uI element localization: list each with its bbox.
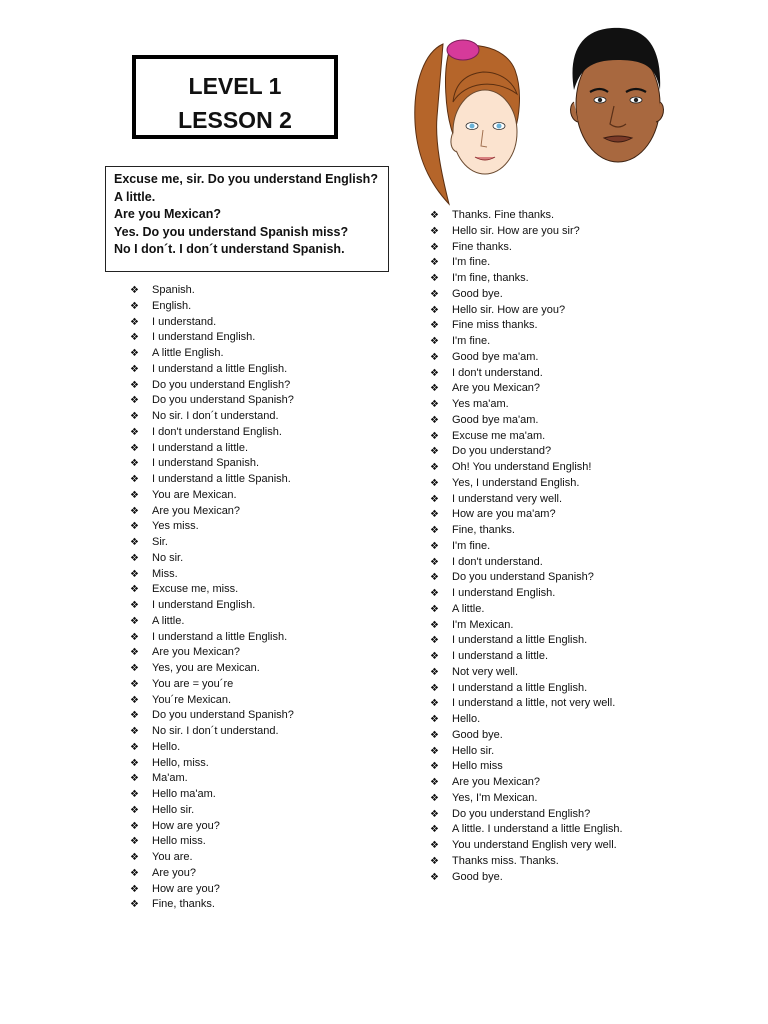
- diamond-bullet-icon: ❖: [130, 537, 139, 548]
- list-item: [130, 315, 294, 331]
- list-item: [130, 661, 294, 677]
- diamond-bullet-icon: ❖: [130, 332, 139, 344]
- diamond-bullet-icon: ❖: [430, 840, 439, 851]
- list-item-text: Good bye ma'am.: [452, 350, 539, 363]
- list-item: [130, 362, 294, 378]
- diamond-bullet-icon: ❖: [130, 411, 139, 422]
- list-item: [430, 681, 623, 697]
- list-item: [130, 441, 294, 457]
- list-item-text: Miss.: [152, 567, 178, 580]
- diamond-bullet-icon: ❖: [430, 682, 439, 694]
- list-item: [130, 330, 294, 346]
- diamond-bullet-icon: ❖: [130, 584, 139, 596]
- diamond-bullet-icon: ❖: [430, 351, 439, 363]
- list-item-text: Excuse me, miss.: [152, 583, 239, 596]
- list-item-text: Do you understand Spanish?: [152, 394, 294, 407]
- list-item-text: No sir. I don´t understand.: [152, 410, 279, 422]
- list-item-text: How are you?: [152, 882, 220, 895]
- list-item: [130, 834, 294, 850]
- list-item-text: I understand a little English.: [152, 630, 288, 643]
- list-item-text: Yes ma'am.: [452, 398, 509, 410]
- diamond-bullet-icon: ❖: [130, 789, 139, 800]
- diamond-bullet-icon: ❖: [430, 225, 439, 237]
- list-item-text: Oh! You understand English!: [452, 461, 592, 473]
- list-item-text: Are you?: [152, 866, 197, 879]
- diamond-bullet-icon: ❖: [430, 635, 439, 647]
- list-item-text: I understand.: [152, 315, 217, 328]
- list-item-text: A little.: [452, 602, 485, 615]
- list-item-text: Hello.: [152, 740, 181, 753]
- dialog-line: Yes. Do you understand Spanish miss?: [114, 224, 349, 239]
- list-item-text: Thanks. Fine thanks.: [452, 209, 555, 221]
- list-item-text: A little English.: [152, 347, 224, 359]
- dialog-line: Are you Mexican?: [114, 207, 221, 221]
- diamond-bullet-icon: ❖: [130, 615, 139, 627]
- list-item-text: Are you Mexican?: [152, 504, 241, 517]
- diamond-bullet-icon: ❖: [430, 871, 439, 883]
- list-item: [130, 456, 294, 472]
- list-item-text: I understand a little, not very well.: [452, 697, 616, 710]
- list-item: [130, 472, 294, 488]
- left-phrase-list: [130, 283, 294, 913]
- diamond-bullet-icon: ❖: [130, 694, 139, 706]
- list-item-text: Good bye.: [452, 287, 503, 300]
- list-item-text: I understand a little English.: [452, 634, 588, 647]
- list-item: [130, 866, 294, 882]
- list-item-text: I don't understand English.: [152, 425, 282, 438]
- diamond-bullet-icon: ❖: [130, 663, 139, 674]
- list-item-text: Fine miss thanks.: [452, 319, 538, 332]
- list-item: [130, 299, 294, 315]
- diamond-bullet-icon: ❖: [430, 761, 439, 773]
- list-item-text: Hello, miss.: [152, 756, 209, 769]
- diamond-bullet-icon: ❖: [430, 745, 439, 757]
- list-item-text: No sir.: [152, 551, 184, 564]
- list-item: [430, 429, 623, 445]
- list-item-text: Good bye.: [452, 870, 503, 883]
- diamond-bullet-icon: ❖: [430, 399, 439, 410]
- list-item: [430, 791, 623, 807]
- list-item: [430, 224, 623, 240]
- list-item-text: I understand Spanish.: [152, 457, 260, 470]
- list-item-text: You are Mexican.: [152, 488, 237, 501]
- diamond-bullet-icon: ❖: [430, 304, 439, 316]
- list-item-text: I understand a little English.: [452, 681, 588, 694]
- list-item-text: Yes, you are Mexican.: [152, 662, 260, 674]
- diamond-bullet-icon: ❖: [430, 792, 439, 804]
- list-item-text: I don't understand.: [452, 555, 543, 568]
- list-item-text: Fine, thanks.: [452, 524, 515, 536]
- list-item: [130, 708, 294, 724]
- list-item: [130, 567, 294, 583]
- diamond-bullet-icon: ❖: [430, 383, 439, 395]
- list-item-text: Fine thanks.: [452, 240, 512, 253]
- diamond-bullet-icon: ❖: [430, 336, 439, 347]
- list-item-text: I understand a little.: [452, 650, 549, 662]
- list-item: [430, 507, 623, 523]
- list-item-text: Spanish.: [152, 284, 195, 296]
- diamond-bullet-icon: ❖: [130, 521, 139, 533]
- diamond-bullet-icon: ❖: [430, 777, 439, 788]
- list-item-text: You´re Mexican.: [152, 693, 232, 706]
- list-item-text: Not very well.: [452, 665, 519, 678]
- list-item-text: A little.: [152, 614, 185, 627]
- list-item: [430, 255, 623, 271]
- list-item-text: How are you ma'am?: [452, 508, 556, 521]
- list-item: [430, 366, 623, 382]
- diamond-bullet-icon: ❖: [430, 540, 439, 552]
- diamond-bullet-icon: ❖: [130, 899, 139, 911]
- diamond-bullet-icon: ❖: [430, 367, 439, 379]
- list-item: [130, 819, 294, 835]
- diamond-bullet-icon: ❖: [430, 525, 439, 536]
- list-item-text: Yes, I understand English.: [452, 476, 580, 489]
- diamond-bullet-icon: ❖: [130, 600, 139, 611]
- list-item-text: I understand very well.: [452, 492, 563, 505]
- diamond-bullet-icon: ❖: [430, 288, 439, 300]
- list-item: [430, 586, 623, 602]
- diamond-bullet-icon: ❖: [430, 808, 439, 820]
- list-item: [130, 645, 294, 661]
- list-item: [430, 208, 623, 224]
- woman-portrait: [405, 22, 530, 207]
- list-item-text: I'm fine.: [452, 335, 491, 347]
- list-item-text: Yes, I'm Mexican.: [452, 791, 538, 804]
- diamond-bullet-icon: ❖: [430, 666, 439, 678]
- diamond-bullet-icon: ❖: [130, 300, 139, 312]
- list-item-text: Do you understand Spanish?: [452, 571, 594, 584]
- list-item-text: Are you Mexican?: [152, 646, 241, 659]
- list-item-text: Hello sir.: [152, 803, 195, 816]
- list-item: [430, 870, 623, 886]
- list-item: [430, 759, 623, 775]
- diamond-bullet-icon: ❖: [430, 320, 439, 332]
- list-item-text: Hello ma'am.: [152, 788, 216, 800]
- list-item: [430, 807, 623, 823]
- list-item-text: Do you understand English?: [152, 378, 291, 391]
- list-item-text: I understand a little.: [152, 441, 249, 454]
- list-item: [430, 775, 623, 791]
- list-item: [130, 740, 294, 756]
- list-item: [430, 728, 623, 744]
- diamond-bullet-icon: ❖: [430, 651, 439, 662]
- diamond-bullet-icon: ❖: [130, 710, 139, 722]
- dialog-line: Excuse me, sir. Do you understand English?: [114, 172, 378, 186]
- list-item-text: I'm Mexican.: [452, 618, 514, 631]
- list-item-text: Are you Mexican?: [452, 776, 541, 788]
- list-item: [130, 346, 294, 362]
- diamond-bullet-icon: ❖: [430, 414, 439, 426]
- list-item: [430, 822, 623, 838]
- list-item: [130, 504, 294, 520]
- list-item: [130, 850, 294, 866]
- list-item: [430, 287, 623, 303]
- diamond-bullet-icon: ❖: [430, 241, 439, 253]
- list-item: [430, 602, 623, 618]
- diamond-bullet-icon: ❖: [430, 210, 439, 221]
- diamond-bullet-icon: ❖: [130, 442, 139, 454]
- diamond-bullet-icon: ❖: [430, 430, 439, 442]
- lesson-title: LESSON 2: [178, 107, 292, 133]
- diamond-bullet-icon: ❖: [130, 867, 139, 879]
- list-item-text: Hello miss.: [152, 835, 206, 848]
- diamond-bullet-icon: ❖: [430, 509, 439, 521]
- list-item-text: Good bye ma'am.: [452, 413, 539, 426]
- list-item: [130, 409, 294, 425]
- list-item: [130, 677, 294, 693]
- list-item-text: You are = you´re: [152, 677, 234, 690]
- list-item-text: Hello sir.: [452, 744, 495, 757]
- list-item: [430, 696, 623, 712]
- diamond-bullet-icon: ❖: [130, 426, 139, 438]
- list-item: [430, 397, 623, 413]
- list-item: [430, 476, 623, 492]
- list-item: [430, 303, 623, 319]
- right-phrase-list: [430, 208, 623, 885]
- diamond-bullet-icon: ❖: [130, 773, 139, 785]
- list-item: [430, 854, 623, 870]
- list-item: [130, 488, 294, 504]
- list-item: [130, 787, 294, 803]
- dialog-line: A little.: [114, 189, 156, 204]
- diamond-bullet-icon: ❖: [130, 836, 139, 848]
- list-item-text: You are.: [152, 851, 193, 863]
- diamond-bullet-icon: ❖: [130, 395, 139, 407]
- list-item: [430, 633, 623, 649]
- diamond-bullet-icon: ❖: [130, 741, 139, 753]
- man-portrait: [560, 24, 670, 169]
- list-item-text: You understand English very well.: [452, 839, 617, 851]
- list-item: [130, 535, 294, 551]
- list-item: [130, 425, 294, 441]
- list-item-text: Do you understand Spanish?: [152, 709, 294, 722]
- list-item: [430, 413, 623, 429]
- diamond-bullet-icon: ❖: [430, 572, 439, 584]
- list-item: [430, 618, 623, 634]
- diamond-bullet-icon: ❖: [130, 820, 139, 832]
- list-item: [130, 897, 294, 913]
- diamond-bullet-icon: ❖: [430, 619, 439, 631]
- list-item-text: I don't understand.: [452, 366, 543, 379]
- list-item: [130, 630, 294, 646]
- diamond-bullet-icon: ❖: [430, 477, 439, 489]
- list-item: [430, 649, 623, 665]
- list-item: [430, 492, 623, 508]
- list-item-text: English.: [152, 299, 192, 312]
- diamond-bullet-icon: ❖: [130, 348, 139, 359]
- list-item: [130, 551, 294, 567]
- list-item: [430, 523, 623, 539]
- diamond-bullet-icon: ❖: [130, 647, 139, 659]
- list-item: [430, 444, 623, 460]
- list-item: [430, 744, 623, 760]
- diamond-bullet-icon: ❖: [130, 316, 139, 328]
- diamond-bullet-icon: ❖: [430, 493, 439, 505]
- diamond-bullet-icon: ❖: [130, 379, 139, 391]
- list-item-text: I understand a little Spanish.: [152, 473, 291, 485]
- diamond-bullet-icon: ❖: [430, 603, 439, 615]
- diamond-bullet-icon: ❖: [130, 678, 139, 690]
- list-item: [130, 582, 294, 598]
- diamond-bullet-icon: ❖: [430, 257, 439, 269]
- diamond-bullet-icon: ❖: [430, 273, 439, 284]
- list-item-text: Sir.: [152, 536, 168, 548]
- list-item: [130, 771, 294, 787]
- list-item-text: I'm fine.: [452, 256, 491, 269]
- list-item: [430, 271, 623, 287]
- list-item: [430, 350, 623, 366]
- list-item-text: Hello sir. How are you?: [452, 303, 566, 316]
- lesson-title-box: [132, 55, 338, 139]
- list-item: [130, 882, 294, 898]
- list-item: [430, 381, 623, 397]
- list-item: [130, 724, 294, 740]
- list-item-text: Thanks miss. Thanks.: [452, 854, 559, 867]
- list-item: [430, 838, 623, 854]
- diamond-bullet-icon: ❖: [430, 446, 439, 458]
- list-item-text: Good bye.: [452, 728, 503, 741]
- list-item-text: A little. I understand a little English.: [452, 823, 623, 836]
- list-item: [430, 555, 623, 571]
- diamond-bullet-icon: ❖: [430, 698, 439, 710]
- list-item-text: I'm fine, thanks.: [452, 272, 529, 284]
- list-item-text: How are you?: [152, 819, 220, 832]
- list-item: [430, 712, 623, 728]
- list-item-text: I understand a little English.: [152, 362, 288, 375]
- list-item-text: Yes miss.: [152, 520, 199, 533]
- diamond-bullet-icon: ❖: [430, 824, 439, 836]
- list-item-text: I understand English.: [452, 587, 556, 599]
- diamond-bullet-icon: ❖: [130, 852, 139, 863]
- list-item-text: Ma'am.: [152, 772, 188, 785]
- diamond-bullet-icon: ❖: [430, 714, 439, 725]
- list-item: [130, 756, 294, 772]
- list-item-text: Hello miss: [452, 760, 503, 773]
- list-item: [130, 614, 294, 630]
- list-item: [430, 539, 623, 555]
- list-item-text: I'm fine.: [452, 539, 491, 552]
- dialog-line: No I don´t. I don´t understand Spanish.: [114, 242, 345, 256]
- diamond-bullet-icon: ❖: [130, 883, 139, 895]
- list-item: [430, 460, 623, 476]
- list-item: [130, 598, 294, 614]
- diamond-bullet-icon: ❖: [130, 631, 139, 643]
- dialog-box: [105, 166, 389, 272]
- diamond-bullet-icon: ❖: [430, 729, 439, 741]
- list-item-text: Hello sir. How are you sir?: [452, 224, 580, 237]
- list-item: [130, 378, 294, 394]
- list-item: [130, 803, 294, 819]
- diamond-bullet-icon: ❖: [130, 285, 139, 296]
- diamond-bullet-icon: ❖: [130, 552, 139, 564]
- list-item-text: Do you understand English?: [452, 807, 591, 820]
- diamond-bullet-icon: ❖: [130, 726, 139, 737]
- diamond-bullet-icon: ❖: [130, 489, 139, 501]
- diamond-bullet-icon: ❖: [130, 363, 139, 375]
- diamond-bullet-icon: ❖: [130, 505, 139, 517]
- diamond-bullet-icon: ❖: [130, 458, 139, 470]
- list-item-text: Hello.: [452, 713, 481, 725]
- list-item: [130, 693, 294, 709]
- list-item-text: No sir. I don´t understand.: [152, 725, 279, 737]
- list-item: [430, 240, 623, 256]
- list-item-text: Are you Mexican?: [452, 382, 541, 395]
- list-item: [430, 570, 623, 586]
- list-item: [130, 519, 294, 535]
- list-item: [430, 318, 623, 334]
- list-item-text: Fine, thanks.: [152, 898, 215, 911]
- list-item: [130, 393, 294, 409]
- list-item-text: I understand English.: [152, 331, 256, 344]
- diamond-bullet-icon: ❖: [430, 855, 439, 867]
- diamond-bullet-icon: ❖: [430, 462, 439, 473]
- diamond-bullet-icon: ❖: [430, 588, 439, 599]
- list-item: [430, 334, 623, 350]
- list-item-text: Excuse me ma'am.: [452, 429, 546, 442]
- list-item: [430, 665, 623, 681]
- list-item-text: Do you understand?: [452, 445, 552, 458]
- diamond-bullet-icon: ❖: [130, 474, 139, 485]
- diamond-bullet-icon: ❖: [430, 556, 439, 568]
- list-item-text: I understand English.: [152, 599, 256, 611]
- level-title: LEVEL 1: [188, 73, 282, 99]
- list-item: [130, 283, 294, 299]
- diamond-bullet-icon: ❖: [130, 804, 139, 816]
- diamond-bullet-icon: ❖: [130, 757, 139, 769]
- diamond-bullet-icon: ❖: [130, 568, 139, 580]
